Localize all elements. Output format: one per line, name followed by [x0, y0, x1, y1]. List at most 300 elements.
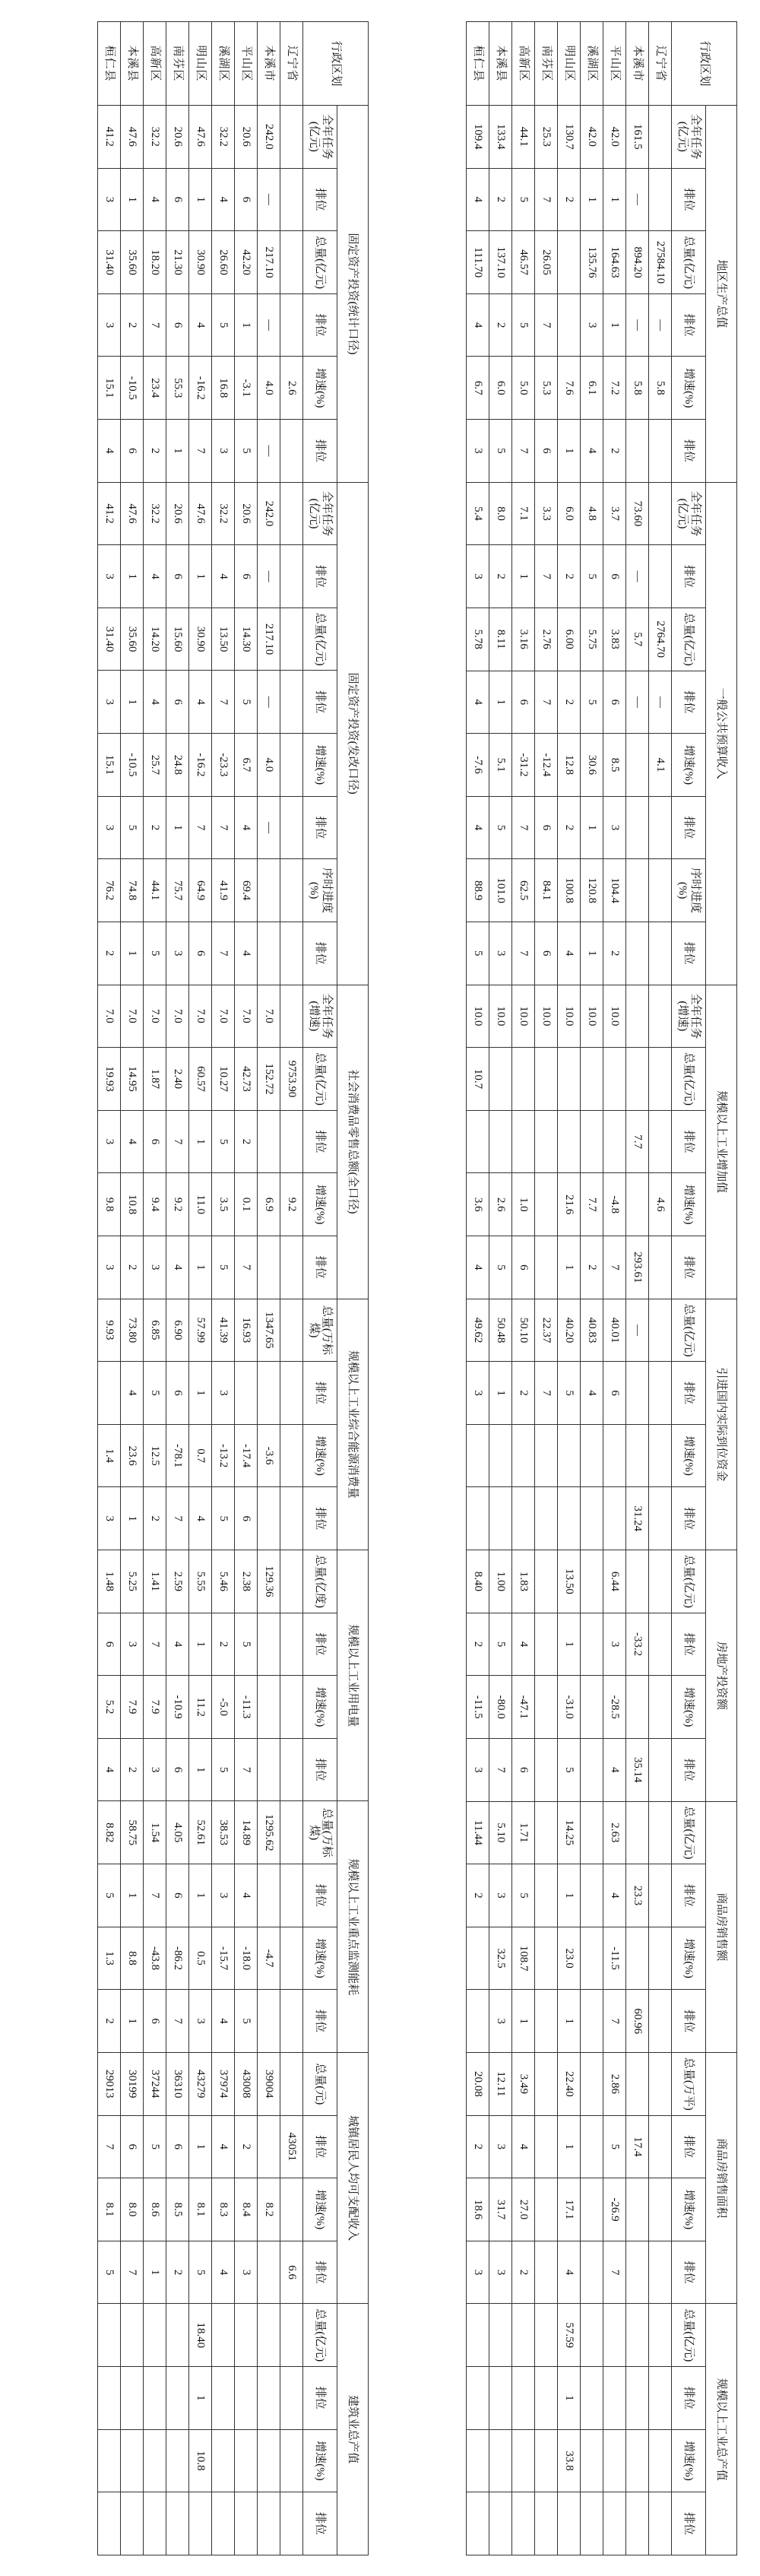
data-cell: 3 [212, 1362, 235, 1425]
data-cell [280, 106, 303, 169]
data-cell: 12.5 [144, 1424, 166, 1487]
column-header: 总量(亿元) [303, 1048, 337, 1111]
data-cell [603, 1424, 626, 1487]
column-header: 排位 [303, 2241, 337, 2304]
data-cell: 75.7 [166, 859, 189, 922]
group-header: 规模以上工业综合能源消费量 [337, 1299, 369, 1550]
data-cell: 1 [189, 168, 212, 231]
data-cell: 6 [235, 545, 258, 608]
data-cell: 11.0 [189, 1173, 212, 1236]
region-name: 平山区 [603, 22, 626, 106]
data-cell: 1 [189, 1613, 212, 1676]
data-cell: 6 [166, 2115, 189, 2178]
data-cell: 62.5 [512, 859, 535, 922]
group-header-row [706, 22, 737, 2555]
data-cell: 7.2 [603, 357, 626, 420]
data-cell [558, 231, 581, 294]
data-cell: 5 [603, 2115, 626, 2178]
data-cell: 7 [166, 1990, 189, 2053]
data-cell: 7 [603, 2241, 626, 2304]
data-cell [467, 1424, 489, 1487]
data-cell: 0.5 [189, 1927, 212, 1990]
data-cell: 4 [235, 796, 258, 859]
data-cell: 58.75 [121, 1801, 144, 1864]
column-header: 排位 [672, 2115, 706, 2178]
data-cell: 2 [489, 545, 512, 608]
data-cell: 4 [558, 922, 581, 985]
data-cell [649, 2178, 672, 2241]
data-cell: 2.63 [603, 1801, 626, 1864]
data-cell: 4 [467, 168, 489, 231]
data-cell: -47.1 [512, 1676, 535, 1739]
data-cell [280, 420, 303, 483]
region-name: 辽宁省 [649, 22, 672, 106]
data-cell [280, 1864, 303, 1927]
table-row [166, 22, 189, 2555]
group-header-row [337, 22, 369, 2555]
data-cell [649, 985, 672, 1048]
data-cell: 1 [121, 1864, 144, 1927]
data-cell: 30.90 [189, 231, 212, 294]
data-cell: 5.55 [189, 1550, 212, 1613]
data-cell: 4.6 [649, 1173, 672, 1236]
data-cell [581, 1550, 603, 1613]
data-cell: 14.95 [121, 1048, 144, 1111]
data-cell: 10.7 [467, 1048, 489, 1111]
data-cell: 10.8 [189, 2429, 212, 2492]
data-cell: 7 [535, 293, 558, 357]
data-cell: 2 [98, 1990, 121, 2053]
data-cell: — [626, 545, 649, 608]
data-cell [558, 1487, 581, 1550]
data-cell: 44.1 [512, 106, 535, 169]
data-cell: 2 [121, 1236, 144, 1299]
data-cell [626, 2492, 649, 2555]
data-cell: 5.1 [489, 734, 512, 797]
data-cell [581, 1801, 603, 1864]
data-cell [189, 2492, 212, 2555]
data-cell [626, 1927, 649, 1990]
data-cell: 3 [98, 293, 121, 357]
data-cell: -4.7 [258, 1927, 280, 1990]
data-cell: -26.9 [603, 2178, 626, 2241]
data-cell [280, 922, 303, 985]
data-cell: 3 [581, 293, 603, 357]
data-cell: 55.3 [166, 357, 189, 420]
column-header: 总量(万平) [672, 2053, 706, 2116]
data-cell: 3 [98, 796, 121, 859]
data-cell [649, 859, 672, 922]
data-cell [649, 1676, 672, 1739]
data-cell: 2.40 [166, 1048, 189, 1111]
data-cell: 8.1 [189, 2178, 212, 2241]
data-cell [626, 1676, 649, 1739]
data-cell: — [258, 671, 280, 734]
data-cell [280, 1676, 303, 1739]
data-cell: — [626, 671, 649, 734]
data-cell: 1 [603, 168, 626, 231]
group-header: 商品房销售额 [706, 1801, 737, 2052]
data-cell: 4 [212, 1990, 235, 2053]
data-cell: 5 [189, 2241, 212, 2304]
table-body [98, 22, 303, 2555]
data-cell [649, 796, 672, 859]
data-cell: 5 [581, 545, 603, 608]
data-cell: 11.2 [189, 1676, 212, 1739]
data-cell [258, 1676, 280, 1739]
data-cell [649, 1299, 672, 1362]
data-cell: 3.7 [603, 482, 626, 545]
data-cell [512, 2367, 535, 2430]
data-cell: 1 [512, 1990, 535, 2053]
data-cell: 15.60 [166, 608, 189, 671]
column-header: 总量(亿元) [672, 1801, 706, 1864]
data-cell: 6 [603, 545, 626, 608]
data-cell: 7.0 [98, 985, 121, 1048]
data-cell: 129.36 [258, 1550, 280, 1613]
data-cell: 1 [189, 2115, 212, 2178]
data-cell: 10.0 [489, 985, 512, 1048]
data-cell [649, 2429, 672, 2492]
data-cell [649, 2115, 672, 2178]
region-name: 明山区 [189, 22, 212, 106]
data-cell [98, 2429, 121, 2492]
data-cell: 3 [235, 2241, 258, 2304]
data-cell [258, 859, 280, 922]
data-cell [626, 985, 649, 1048]
data-cell: — [626, 1299, 649, 1362]
data-cell [489, 2492, 512, 2555]
data-cell: 2 [144, 420, 166, 483]
data-cell [649, 2367, 672, 2430]
data-cell [467, 1110, 489, 1173]
data-cell [649, 1424, 672, 1487]
data-cell: 1 [121, 922, 144, 985]
data-cell [535, 2178, 558, 2241]
data-cell: 4 [189, 293, 212, 357]
column-header: 全年任务(增速) [303, 985, 337, 1048]
data-cell: 3 [121, 1613, 144, 1676]
data-cell [212, 2367, 235, 2430]
data-cell: 109.4 [467, 106, 489, 169]
data-cell [235, 2367, 258, 2430]
data-cell: 4 [467, 293, 489, 357]
data-cell: 4 [467, 671, 489, 734]
data-cell: 8.4 [235, 2178, 258, 2241]
data-cell: 15.1 [98, 734, 121, 797]
data-cell: 1.0 [512, 1173, 535, 1236]
data-cell [535, 1676, 558, 1739]
data-cell [280, 1424, 303, 1487]
data-cell: 14.30 [235, 608, 258, 671]
data-cell: 5 [489, 1236, 512, 1299]
data-cell: 27584.10 [649, 231, 672, 294]
data-cell: 2 [489, 293, 512, 357]
data-cell: 9753.90 [280, 1048, 303, 1111]
data-cell: 6 [121, 420, 144, 483]
data-cell: 7 [512, 420, 535, 483]
data-cell: 1 [189, 1236, 212, 1299]
data-cell: 1 [121, 671, 144, 734]
data-cell [258, 1738, 280, 1801]
region-name: 南芬区 [166, 22, 189, 106]
data-cell: 52.61 [189, 1801, 212, 1864]
data-cell: 38.53 [212, 1801, 235, 1864]
column-header: 排位 [303, 922, 337, 985]
data-cell [581, 1676, 603, 1739]
data-cell: -31.0 [558, 1676, 581, 1739]
data-cell: 7 [144, 1864, 166, 1927]
data-cell: 6 [512, 1738, 535, 1801]
data-cell: 7.0 [166, 985, 189, 1048]
data-cell [258, 2492, 280, 2555]
column-header: 增速(%) [303, 1173, 337, 1236]
column-header: 增速(%) [303, 2178, 337, 2241]
data-cell: 1295.62 [258, 1801, 280, 1864]
data-cell: 6 [144, 1990, 166, 2053]
data-cell: 1 [121, 545, 144, 608]
data-cell: 1 [489, 671, 512, 734]
data-cell [467, 2304, 489, 2367]
data-cell: 6.44 [603, 1550, 626, 1613]
column-header: 排位 [303, 1362, 337, 1425]
data-cell: 44.1 [144, 859, 166, 922]
data-cell: 1.87 [144, 1048, 166, 1111]
data-cell [649, 922, 672, 985]
data-cell: 5 [235, 1990, 258, 2053]
data-cell [280, 608, 303, 671]
data-cell: 5.7 [626, 608, 649, 671]
data-cell: 1 [235, 293, 258, 357]
data-cell: -78.1 [166, 1424, 189, 1487]
data-cell: 1.71 [512, 1801, 535, 1864]
data-cell: 2 [558, 168, 581, 231]
data-cell: 10.0 [535, 985, 558, 1048]
data-cell: 5 [121, 796, 144, 859]
data-cell [258, 922, 280, 985]
data-cell: 6 [166, 293, 189, 357]
data-cell [280, 1110, 303, 1173]
data-cell: 14.25 [558, 1801, 581, 1864]
data-cell: 6 [121, 2115, 144, 2178]
data-cell: 2764.70 [649, 608, 672, 671]
data-cell [581, 2429, 603, 2492]
data-cell [166, 2492, 189, 2555]
data-cell: 6 [166, 1362, 189, 1425]
data-cell: 32.2 [212, 482, 235, 545]
data-cell: 5.3 [535, 357, 558, 420]
data-cell: 4 [603, 1738, 626, 1801]
data-cell [581, 1990, 603, 2053]
column-header: 排位 [303, 1613, 337, 1676]
data-cell [581, 2304, 603, 2367]
region-header: 行政区划 [672, 22, 737, 106]
data-cell [626, 796, 649, 859]
region-name: 高新区 [512, 22, 535, 106]
data-cell [603, 1110, 626, 1173]
data-cell: -3.1 [235, 357, 258, 420]
data-cell [535, 2492, 558, 2555]
table-row [535, 22, 558, 2555]
data-cell: 6 [535, 420, 558, 483]
data-cell: 50.10 [512, 1299, 535, 1362]
data-cell: 9.4 [144, 1173, 166, 1236]
data-cell: 2 [235, 2115, 258, 2178]
data-cell: 1 [512, 545, 535, 608]
data-cell [121, 2492, 144, 2555]
data-cell: 84.1 [535, 859, 558, 922]
data-cell [467, 1990, 489, 2053]
data-cell: 8.0 [489, 482, 512, 545]
data-cell [512, 2492, 535, 2555]
data-cell: 20.6 [166, 106, 189, 169]
data-cell: 5 [212, 293, 235, 357]
data-cell: 2 [144, 1487, 166, 1550]
data-cell [626, 2429, 649, 2492]
data-cell [535, 1110, 558, 1173]
data-cell: 4 [512, 1613, 535, 1676]
data-cell: 3 [98, 671, 121, 734]
data-cell [258, 2241, 280, 2304]
column-header: 增速(%) [672, 1676, 706, 1739]
data-cell [258, 1613, 280, 1676]
column-header: 总量(元) [303, 2052, 337, 2115]
group-header: 引进国内实际到位资金 [706, 1299, 737, 1550]
data-cell: 32.2 [144, 482, 166, 545]
data-cell: 2 [558, 671, 581, 734]
data-cell: 74.8 [121, 859, 144, 922]
economic-indicators-table-top [466, 21, 737, 2555]
data-cell: 7 [166, 1110, 189, 1173]
column-header: 排位 [303, 168, 337, 231]
data-cell: 4 [121, 1362, 144, 1425]
data-cell: 17.4 [626, 2115, 649, 2178]
data-cell: 4.0 [258, 734, 280, 797]
data-cell [558, 1048, 581, 1111]
data-cell [280, 1362, 303, 1425]
data-cell [280, 1236, 303, 1299]
data-cell [535, 2304, 558, 2367]
data-cell [280, 859, 303, 922]
data-cell: 0.7 [189, 1424, 212, 1487]
data-cell [280, 2304, 303, 2367]
data-cell: 1 [558, 2367, 581, 2430]
column-header: 排位 [303, 1236, 337, 1299]
data-cell: 5 [235, 1613, 258, 1676]
data-cell: -16.2 [189, 734, 212, 797]
data-cell: 8.82 [98, 1801, 121, 1864]
data-cell: 4 [144, 671, 166, 734]
data-cell: 7.0 [121, 985, 144, 1048]
column-header: 全年任务(增速) [672, 985, 706, 1048]
data-cell: 22.40 [558, 2053, 581, 2116]
data-cell: 10.0 [467, 985, 489, 1048]
column-header: 排位 [672, 2367, 706, 2430]
data-cell: 242.0 [258, 482, 280, 545]
column-header: 序时进度(%) [672, 859, 706, 922]
group-header: 规模以上工业重点监测能耗 [337, 1801, 369, 2052]
column-header: 排位 [303, 420, 337, 483]
table-body [467, 22, 672, 2555]
data-cell [258, 1236, 280, 1299]
data-cell: — [258, 545, 280, 608]
data-cell [512, 1487, 535, 1550]
data-cell: 10.0 [603, 985, 626, 1048]
data-cell: 19.93 [98, 1048, 121, 1111]
data-cell [489, 2367, 512, 2430]
column-header: 排位 [672, 1110, 706, 1173]
data-cell [581, 1864, 603, 1927]
data-cell: 6.1 [581, 357, 603, 420]
data-cell: 3 [144, 1738, 166, 1801]
data-cell: 1 [558, 2115, 581, 2178]
data-cell: 35.60 [121, 608, 144, 671]
data-cell: 15.1 [98, 357, 121, 420]
column-header: 排位 [672, 1864, 706, 1927]
data-cell: 36310 [166, 2052, 189, 2115]
data-cell: 4 [98, 1738, 121, 1801]
data-cell: 4 [166, 1236, 189, 1299]
data-cell: 4 [166, 1613, 189, 1676]
group-header: 地区生产总值 [706, 106, 737, 483]
data-cell [558, 2492, 581, 2555]
data-cell [280, 168, 303, 231]
data-cell: — [626, 168, 649, 231]
column-header: 排位 [672, 1990, 706, 2053]
data-cell: 1347.65 [258, 1299, 280, 1362]
table-row [489, 22, 512, 2555]
data-cell: 42.20 [235, 231, 258, 294]
table-head [303, 22, 369, 2555]
data-cell: 1.00 [489, 1550, 512, 1613]
data-cell: 32.2 [212, 106, 235, 169]
data-cell [649, 1362, 672, 1425]
data-cell [649, 482, 672, 545]
data-cell [280, 2052, 303, 2115]
data-cell: 9.93 [98, 1299, 121, 1362]
data-cell [166, 2304, 189, 2367]
column-header: 排位 [672, 796, 706, 859]
data-cell [535, 1864, 558, 1927]
data-cell: 6.00 [558, 608, 581, 671]
data-cell: 6 [235, 168, 258, 231]
data-cell [649, 1927, 672, 1990]
data-cell: 1.4 [98, 1424, 121, 1487]
data-cell: 5 [144, 922, 166, 985]
data-cell: -11.5 [467, 1676, 489, 1739]
data-cell: 5 [512, 293, 535, 357]
data-cell: 217.10 [258, 231, 280, 294]
data-cell: 5 [212, 1236, 235, 1299]
data-cell: 5 [558, 1738, 581, 1801]
data-cell: 20.6 [166, 482, 189, 545]
data-cell: -5.0 [212, 1676, 235, 1739]
data-cell: 88.9 [467, 859, 489, 922]
data-cell [512, 2429, 535, 2492]
data-cell [280, 1299, 303, 1362]
table-row [603, 22, 626, 2555]
column-header: 排位 [672, 168, 706, 231]
data-cell [512, 2304, 535, 2367]
data-cell: 3 [98, 545, 121, 608]
data-cell [258, 2429, 280, 2492]
column-header: 总量(亿元) [303, 608, 337, 671]
data-cell: 101.0 [489, 859, 512, 922]
group-header: 城镇居民人均可支配收入 [337, 2052, 369, 2303]
column-header: 排位 [672, 922, 706, 985]
data-cell: 8.3 [212, 2178, 235, 2241]
data-cell: -80.0 [489, 1676, 512, 1739]
